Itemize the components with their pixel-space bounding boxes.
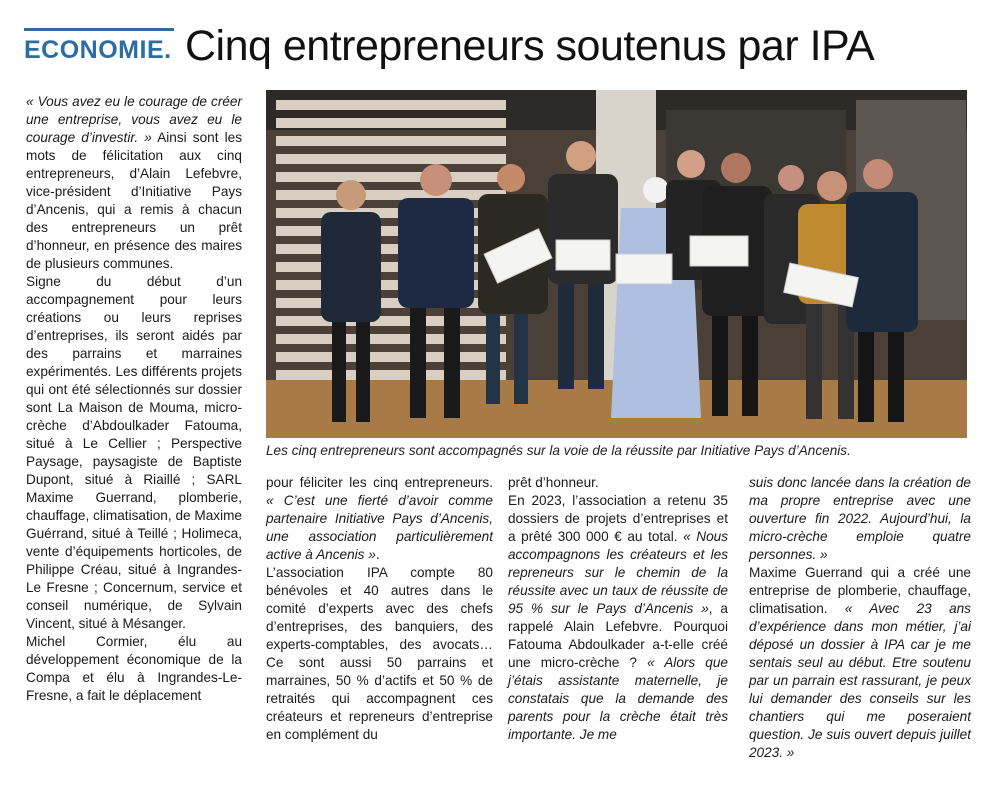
rubric-bar [24,28,174,31]
quote: suis donc lancée dans la création de ma propre entreprise avec une ouverture fin 2022. Aujourd’hui, la micro-crèche emploie quatre personnes. » [749,475,971,562]
section-rubric: ECONOMIE. [24,36,172,64]
paragraph [26,93,242,273]
paragraph: prêt d’honneur. [508,475,599,490]
group-photo [266,90,967,438]
paragraph [749,564,971,762]
article-column-4 [749,474,971,762]
article-header [24,22,979,74]
text: Maxime Guerrand qui a créé une entreprise de plomberie, chauffage, climatisation. [749,565,971,616]
article-column-2 [266,474,493,744]
headline: Cinq entrepreneurs soutenus par IPA [185,22,875,70]
article-column-3 [508,474,728,744]
quote: « Alors que j’étais assistante maternelle, je constatais que la demande des parents pour la crèche était très importante. Je me [508,655,728,742]
photo-caption: Les cinq entrepreneurs sont accompagnés sur la voie de la réussite par Initiative Pays d’Ancenis. [266,443,851,458]
quote: « Avec 23 ans d’expérience dans mon métier, j’ai déposé un dossier à IPA car je me sentais seul au début. Etre soutenu par un parrain est rassurant, je peux lui demander des conseils sur les chantiers qui me poseraient question. Je suis ouvert depuis juillet 2023. » [749,601,971,760]
paragraph [749,474,971,564]
photo-illustration [266,90,967,438]
text: Ainsi sont les mots de félicitation aux cinq entrepreneurs, d’Alain Lefebvre, vice-président d’Initiative Pays d’Ancenis, qui a remis à chacun des entrepreneurs un prêt d’honneur, en présence des maires de plusieurs communes. [26,130,242,271]
quote: « Vous avez eu le courage de créer une entreprise, vous avez eu le courage d’investir. » [26,94,242,145]
text: . [375,547,380,562]
text: , a rappelé Alain Lefebvre. Pourquoi Fatouma Abdoulkader a-t-elle créé une micro-crèche ? [508,601,728,670]
text: pour féliciter les cinq entrepreneurs. [266,475,493,490]
paragraph [508,492,728,744]
quote: « C’est une fierté d’avoir comme partenaire Initiative Pays d’Ancenis, une association particulièrement active à Ancenis » [266,493,493,562]
article-column-1 [26,93,242,705]
text: En 2023, l’association a retenu 35 dossiers de projets d’entreprises et a prêté 300 000 € au total. [508,493,728,544]
paragraph [266,474,493,564]
paragraph: L’association IPA compte 80 bénévoles et 40 autres dans le comité d’experts avec des chefs d’entreprises, des banquiers, des experts-comptables, des avocats… Ce sont aussi 50 parrains et marraines, 50 % d’actifs et 50 % de retraités qui accompagnent ces créateurs et repreneurs d’entreprise en complément du [266,565,493,742]
paragraph: Signe du début d’un accompagnement pour leurs créations ou leurs reprises d’entreprises, ils seront aidés par des parrains et marraines expérimentés. Les différents projets qui ont été sélectionnés sur dossier sont La Maison de Mouma, micro-crèche d’Abdoulkader Fatouma, situé à Le Cellier ; Perspective Paysage, paysagiste de Baptiste Dupont, situé à Riaillé ; SARL Maxime Guerrand, plomberie, chauffage, climatisation, de Maxime Guérrand, situé à Teillé ; Holimeca, vente d’équipements horticoles, de Philippe Créau, situé à Ingrandes-Le Fresne ; Concernum, service et conseil numérique, de Sylvain Vincent, situé à Mésanger. [26,274,242,631]
paragraph: Michel Cormier, élu au développement économique de la Compa et élu à Ingrandes-Le-Fresne, a fait le déplacement [26,634,242,703]
quote: « Nous accompagnons les créateurs et les repreneurs sur le chemin de la réussite avec un taux de réussite de 95 % sur le Pays d’Ancenis » [508,529,728,616]
